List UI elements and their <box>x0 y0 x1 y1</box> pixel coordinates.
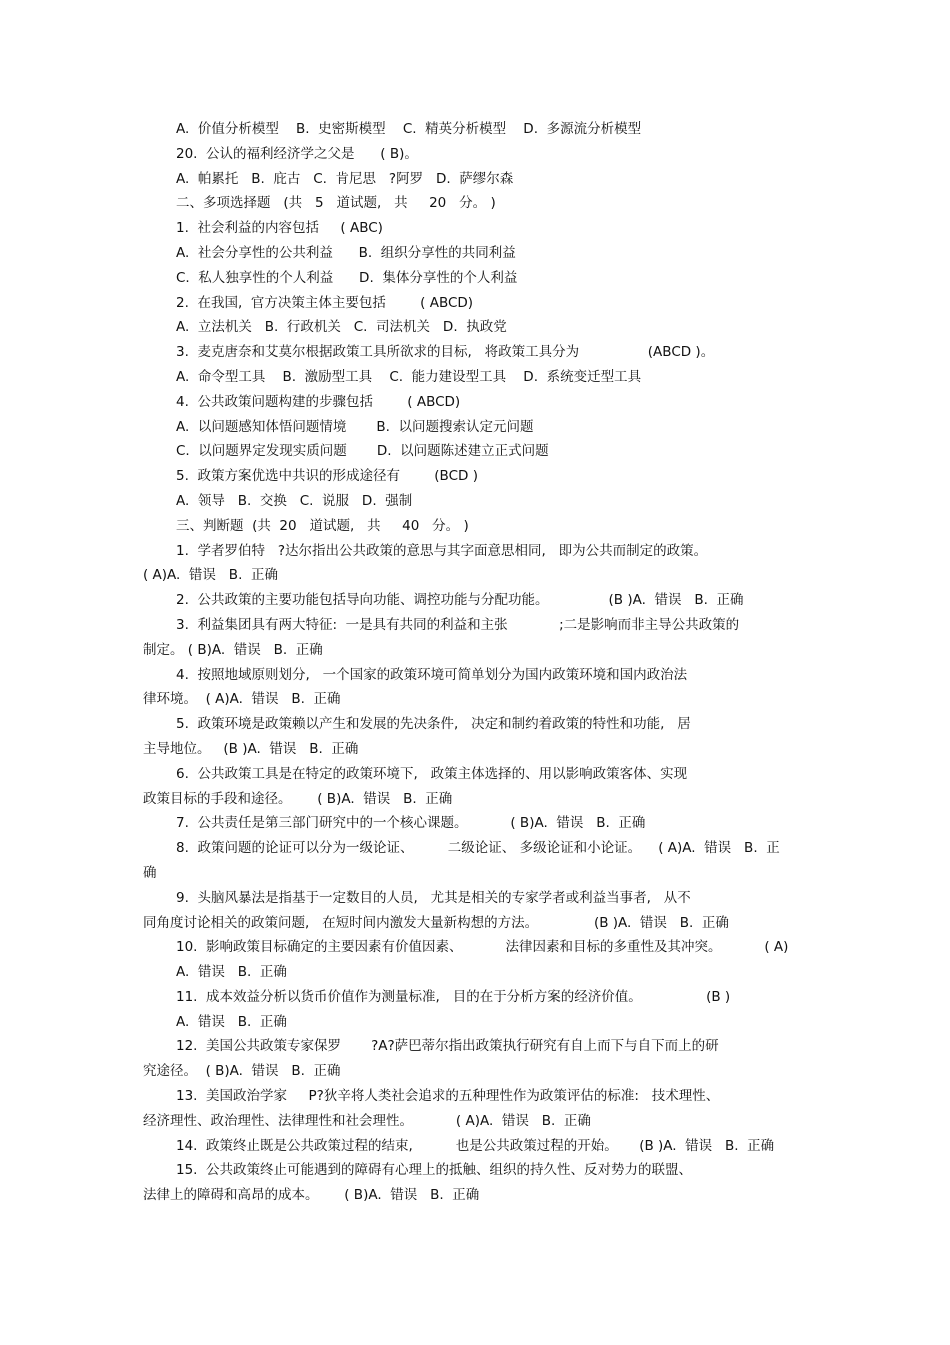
text-line: 三、判断题 (共 20 道试题, 共 40 分。 ) <box>176 517 469 534</box>
text-line: 10. 影响政策目标确定的主要因素有价值因素、 法律因素和目标的多重性及其冲突。 ( A) <box>176 939 789 956</box>
text-line: 确 <box>143 864 157 881</box>
text-line: 4. 公共政策问题构建的步骤包括 ( ABCD) <box>176 393 461 410</box>
text-line: A. 命令型工具 B. 激励型工具 C. 能力建设型工具 D. 系统变迁型工具 <box>176 368 642 385</box>
text-line: 8. 政策问题的论证可以分为一级论证、 二级论证、 多级论证和小论证。 ( A)A. 错误 B. 正 <box>176 840 780 857</box>
text-line: A. 帕累托 B. 庇古 C. 肯尼思 ?阿罗 D. 萨缪尔森 <box>176 170 514 187</box>
text-line: 2. 在我国, 官方决策主体主要包括 ( ABCD) <box>176 294 474 311</box>
text-line: 9. 头脑风暴法是指基于一定数目的人员, 尤其是相关的专家学者或利益当事者, 从不 <box>176 889 691 906</box>
text-line: 二、多项选择题 (共 5 道试题, 共 20 分。 ) <box>176 195 496 212</box>
text-line: 1. 社会利益的内容包括 ( ABC) <box>176 220 383 237</box>
text-line: 13. 美国政治学家 P?狄辛将人类社会追求的五种理性作为政策评估的标准: 技术理性、 <box>176 1088 720 1105</box>
text-line: 3. 利益集团具有两大特征: 一是具有共同的利益和主张 ;二是影响而非主导公共政策的 <box>176 616 740 633</box>
text-line: A. 错误 B. 正确 <box>176 1013 287 1030</box>
text-line: 主导地位。 (B )A. 错误 B. 正确 <box>143 740 359 757</box>
text-line: 同角度讨论相关的政策问题, 在短时间内激发大量新构想的方法。 (B )A. 错误 B. 正确 <box>143 914 729 931</box>
text-line: 11. 成本效益分析以货币价值作为测量标准, 目的在于分析方案的经济价值。 (B ) <box>176 988 731 1005</box>
text-line: 15. 公共政策终止可能遇到的障碍有心理上的抵触、组织的持久性、反对势力的联盟、 <box>176 1162 693 1179</box>
text-line: A. 领导 B. 交换 C. 说服 D. 强制 <box>176 492 413 509</box>
text-line: A. 社会分享性的公共利益 B. 组织分享性的共同利益 <box>176 244 516 261</box>
text-line: 5. 政策环境是政策赖以产生和发展的先决条件, 决定和制约着政策的特性和功能, 居 <box>176 716 691 733</box>
text-line: A. 以问题感知体悟问题情境 B. 以问题搜索认定元问题 <box>176 418 534 435</box>
text-line: A. 价值分析模型 B. 史密斯模型 C. 精英分析模型 D. 多源流分析模型 <box>176 121 642 137</box>
text-line: 20. 公认的福利经济学之父是 ( B)。 <box>176 145 418 162</box>
text-line: 制定。 ( B)A. 错误 B. 正确 <box>143 641 323 658</box>
text-line: 6. 公共政策工具是在特定的政策环境下, 政策主体选择的、用以影响政策客体、实现 <box>176 765 688 782</box>
text-line: 法律上的障碍和高昂的成本。 ( B)A. 错误 B. 正确 <box>143 1187 480 1204</box>
text-line: ( A)A. 错误 B. 正确 <box>143 567 278 584</box>
text-line: 14. 政策终止既是公共政策过程的结束, 也是公共政策过程的开始。 (B )A. 错误 B. 正确 <box>176 1137 775 1154</box>
text-line: A. 错误 B. 正确 <box>176 964 287 981</box>
text-line: 2. 公共政策的主要功能包括导向功能、调控功能与分配功能。 (B )A. 错误 B. 正确 <box>176 592 744 609</box>
text-line: 政策目标的手段和途径。 ( B)A. 错误 B. 正确 <box>143 790 453 807</box>
text-line: 律环境。 ( A)A. 错误 B. 正确 <box>143 691 341 708</box>
text-line: C. 私人独享性的个人利益 D. 集体分享性的个人利益 <box>176 269 518 286</box>
text-line: A. 立法机关 B. 行政机关 C. 司法机关 D. 执政党 <box>176 319 507 336</box>
text-line: 经济理性、政治理性、法律理性和社会理性。 ( A)A. 错误 B. 正确 <box>143 1112 591 1129</box>
text-line: C. 以问题界定发现实质问题 D. 以问题陈述建立正式问题 <box>176 443 549 460</box>
text-line: 究途径。 ( B)A. 错误 B. 正确 <box>143 1063 341 1080</box>
text-line: 4. 按照地域原则划分, 一个国家的政策环境可简单划分为国内政策环境和国内政治法 <box>176 666 688 683</box>
text-line: 5. 政策方案优选中共识的形成途径有 (BCD ) <box>176 468 478 485</box>
text-line: 1. 学者罗伯特 ?达尔指出公共政策的意思与其字面意思相同, 即为公共而制定的政策。 <box>176 542 708 559</box>
text-line: 7. 公共责任是第三部门研究中的一个核心课题。 ( B)A. 错误 B. 正确 <box>176 815 646 832</box>
text-line: 3. 麦克唐奈和艾莫尔根据政策工具所欲求的目标, 将政策工具分为 (ABCD )。 <box>176 344 715 361</box>
text-line: 12. 美国公共政策专家保罗 ?A?萨巴蒂尔指出政策执行研究有自上而下与自下而上的研 <box>176 1038 719 1055</box>
